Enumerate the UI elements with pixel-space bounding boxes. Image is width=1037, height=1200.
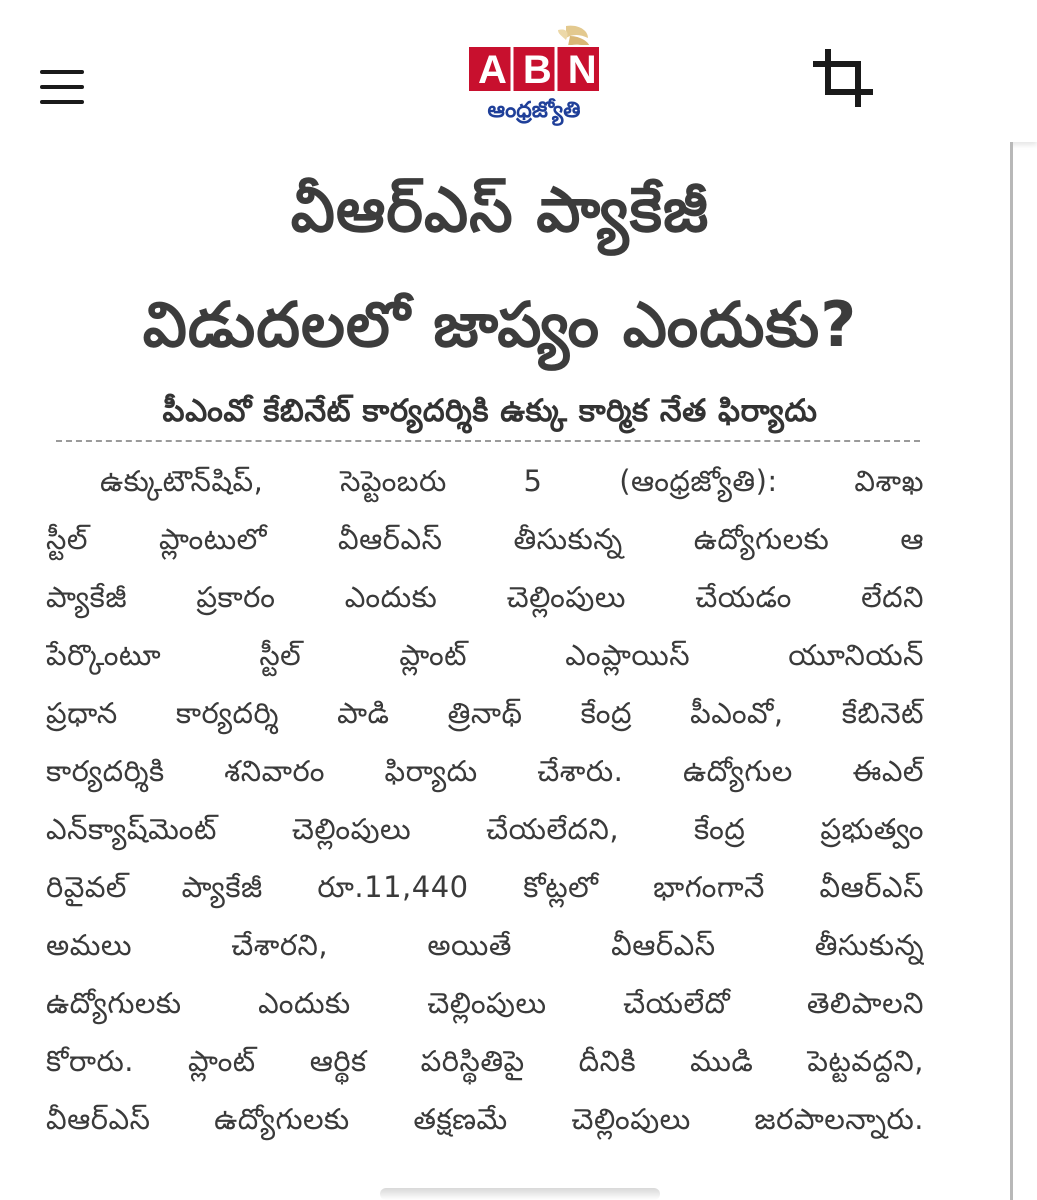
body-line: కోరారు. ప్లాంట్‌ ఆర్థిక పరిస్థితిపై దీనికి ముడి పెట్టవద్దని,	[46, 1044, 924, 1078]
logo-text: ABN	[478, 48, 613, 92]
body-line: స్టీల్‌ ప్లాంటులో వీఆర్‌ఎస్‌ తీసుకున్న ఉద్యోగులకు ఆ	[46, 522, 924, 556]
headline-line-2: విడుదలలో జాప్యం ఎందుకు?	[142, 288, 858, 361]
bottom-fade	[380, 1188, 660, 1200]
body-line: రివైవల్‌ ప్యాకేజీ రూ.11,440 కోట్లలో భాగంగానే వీఆర్‌ఎస్‌	[46, 870, 924, 904]
hamburger-menu-icon[interactable]	[40, 70, 86, 104]
body-line: ఉద్యోగులకు ఎందుకు చెల్లింపులు చేయలేదో తెలిపాలని	[46, 986, 924, 1020]
body-line: ప్రధాన కార్యదర్శి పాడి త్రినాథ్‌ కేంద్ర పీఎంవో, కేబినెట్‌	[46, 696, 924, 730]
subheadline-divider	[56, 440, 920, 442]
body-line: వీఆర్‌ఎస్‌ ఉద్యోగులకు తక్షణమే చెల్లింపులు జరపాలన్నారు.	[46, 1102, 924, 1136]
body-line: అమలు చేశారని, అయితే వీఆర్‌ఎస్‌ తీసుకున్న	[46, 928, 924, 962]
headline-line-1: వీఆర్‌ఎస్‌ ప్యాకేజీ	[290, 173, 710, 246]
crop-icon[interactable]	[812, 48, 874, 108]
body-line: కార్యదర్శికి శనివారం ఫిర్యాదు చేశారు. ఉద్యోగుల ఈఎల్‌	[46, 754, 924, 788]
body-line: ఉక్కుటౌన్‌షిప్‌, సెప్టెంబరు 5 (ఆంధ్రజ్యోతి): విశాఖ	[100, 464, 924, 498]
abn-logo[interactable]	[466, 22, 613, 132]
body-line: పేర్కొంటూ స్టీల్‌ ప్లాంట్‌ ఎంప్లాయిస్‌ యూనియన్‌	[46, 638, 924, 672]
app-header	[0, 0, 1037, 142]
body-line: ఎన్‌క్యాష్‌మెంట్‌ చెల్లింపులు చేయలేదని, కేంద్ర ప్రభుత్వం	[46, 812, 924, 846]
body-line: ప్యాకేజీ ప్రకారం ఎందుకు చెల్లింపులు చేయడం లేదని	[46, 580, 924, 614]
logo-subtext: ఆంధ్రజ్యోతి	[487, 98, 581, 123]
subheadline: పీఎంవో కేబినేట్‌ కార్యదర్శికి ఉక్కు కార్మిక నేత ఫిర్యాదు	[162, 393, 818, 429]
